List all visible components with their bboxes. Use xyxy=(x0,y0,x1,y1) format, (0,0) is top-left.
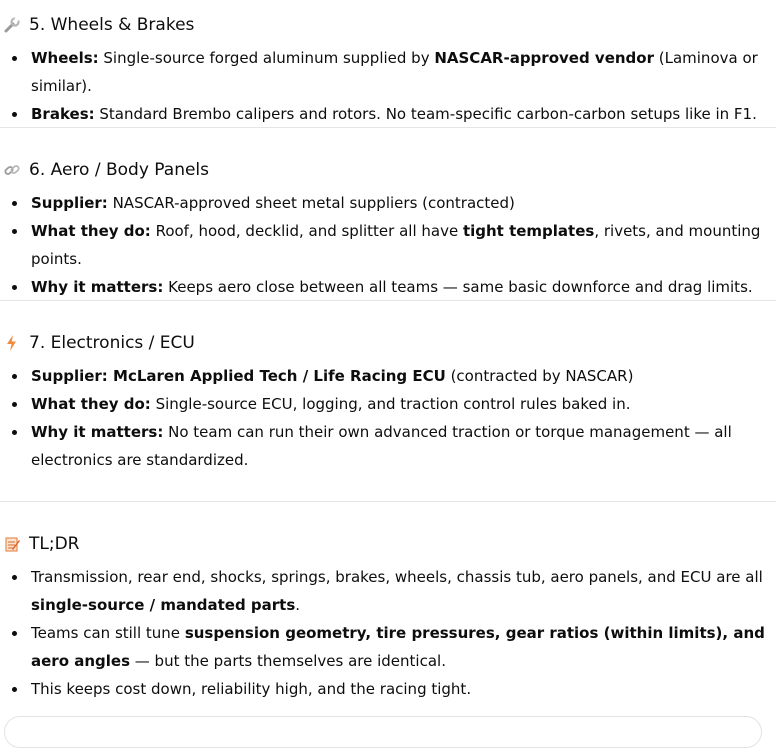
bullet-list xyxy=(0,44,776,128)
text: — but the parts themselves are identical. xyxy=(130,652,446,670)
section-title: 6. Aero / Body Panels xyxy=(29,160,210,180)
divider xyxy=(0,300,776,301)
bold-text: single-source / mandated parts xyxy=(31,596,296,614)
bullet-item xyxy=(0,217,776,273)
bullet-item xyxy=(0,418,776,474)
text: Single-source ECU, logging, and traction control rules baked in. xyxy=(150,395,631,413)
bold-text: Why it matters: xyxy=(31,423,164,441)
bullet-item xyxy=(0,100,776,128)
bullet-list xyxy=(0,563,776,703)
bullet-item xyxy=(0,44,776,100)
text: This keeps cost down, reliability high, and the racing tight. xyxy=(31,680,472,698)
bullet-item xyxy=(0,362,776,390)
text: (contracted by NASCAR) xyxy=(445,367,634,385)
divider xyxy=(0,127,776,128)
bold-text: Supplier: McLaren Applied Tech / Life Racing ECU xyxy=(31,367,446,385)
text: , rivets, and mounting points. xyxy=(31,222,761,268)
lightning-icon xyxy=(3,334,21,352)
text: Roof, hood, decklid, and splitter all have xyxy=(150,222,463,240)
link-icon xyxy=(3,161,21,179)
bullet-item xyxy=(0,189,776,217)
bullet-list xyxy=(0,362,776,474)
text: Standard Brembo calipers and rotors. No team-specific carbon-carbon setups like in F1. xyxy=(94,105,757,123)
bold-text: What they do: xyxy=(31,395,151,413)
bullet-item xyxy=(0,273,776,301)
bullet-item xyxy=(0,619,776,675)
text: Single-source forged aluminum supplied by xyxy=(98,49,435,67)
bold-text: Brakes: xyxy=(31,105,95,123)
message-input-box[interactable] xyxy=(4,716,762,748)
text: NASCAR-approved sheet metal suppliers (contracted) xyxy=(107,194,515,212)
text: . xyxy=(295,596,301,614)
bold-text: What they do: xyxy=(31,222,151,240)
bullet-list xyxy=(0,189,776,301)
text: Transmission, rear end, shocks, springs, brakes, wheels, chassis tub, aero panels, and ECU are all xyxy=(31,568,763,586)
bullet-item xyxy=(0,563,776,619)
section-title: 5. Wheels & Brakes xyxy=(29,15,195,35)
bold-text: suspension geometry, tire pressures, gear ratios (within limits), and aero angles xyxy=(31,624,765,670)
text: (Laminova or similar). xyxy=(31,49,758,95)
section-title: TL;DR xyxy=(29,534,80,554)
bold-text: tight templates xyxy=(462,222,595,240)
text: Teams can still tune xyxy=(31,624,185,642)
bullet-item xyxy=(0,675,776,703)
text: No team can run their own advanced traction or torque management — all electronics are standardized. xyxy=(31,423,732,469)
bold-text: Supplier: xyxy=(31,194,108,212)
bold-text: Wheels: xyxy=(31,49,99,67)
bullet-item xyxy=(0,390,776,418)
bold-text: NASCAR-approved vendor xyxy=(434,49,654,67)
wrench-icon xyxy=(3,16,21,34)
divider xyxy=(0,501,776,502)
bold-text: Why it matters: xyxy=(31,278,164,296)
section-title: 7. Electronics / ECU xyxy=(29,333,195,353)
text: Keeps aero close between all teams — same basic downforce and drag limits. xyxy=(163,278,753,296)
memo-icon xyxy=(3,535,21,553)
